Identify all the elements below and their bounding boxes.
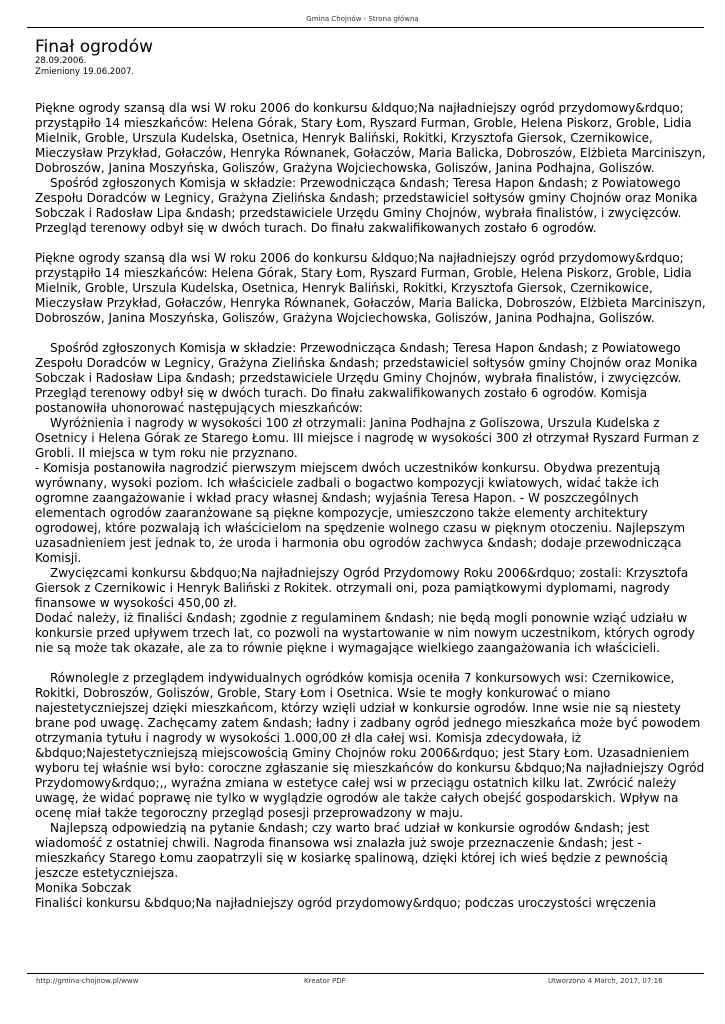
paragraph: Zwycięzcami konkursu &bdquo;Na najładniejszy Ogród Przydomowy Roku 2006&rdquo; zostali: Krzysztofa Giersok z Czernikowic i Henryk Baliński z Rokitek. otrzymali oni, poza pamiątkowymi dyplomami, nagrody finansowe w wysokości 450,00 zł. [35,566,689,610]
footer-url: http://gmina-chojnow.pl/www [36,977,139,985]
paragraph: Równolegle z przeglądem indywidualnych ogródków komisja oceniła 7 konkursowych wsi: Czernikowice, Rokitki, Dobroszów, Goliszów, Groble, Stary Łom i Osetnica. Wsie te mogły konkurować o miano najestetyczniejszej dzięki mieszkańcom, którzy wzięli udział w konkursie ogrodów. Inne wsie nie są niestety brane pod uwagę. Zachęcamy zatem &ndash; ładny i zadbany ogród jednego mieszkańca może być powodem otrzymania tytułu i nagrody w wysokości 1.000,00 zł dla całej wsi. Komisja zdecydowała, iż &bdquo;Najestetyczniejszą miejscowością Gminy Chojnów roku 2006&rdquo; jest Stary Łom. Uzasadnieniem wyboru tej właśnie wsi było: coroczne zgłaszanie się mieszkańców do konkursu &bdquo;Na najładniejszy Ogród Przydomowy&rdquo;,, wyraźna zmiana w estetyce całej wsi w przeciągu ostatnich kilku lat. Zwrócić należy uwagę, że widać poprawę nie tylko w wyglądzie ogrodów ale także całych obejść gospodarskich. Wpływ na ocenę miał także tegoroczny przegląd posesji przeprowadzony w maju. [35,671,705,820]
header-divider [27,27,704,28]
paragraph: - Komisja postanowiła nagrodzić pierwszym miejscem dwóch uczestników konkursu. Obydwa prezentują wyrównany, wysoki poziom. Ich właściciele zadbali o bogactwo kompozycji kwiatowych, widać także ich ogromne zaangażowanie i wkład pracy własnej &ndash; wyjaśnia Teresa Hapon. - W poszczególnych elementach ogrodów zaaranżowane są piękne kompozycje, umieszczono także elementy architektury ogrodowej, które pozwalają ich właścicielom na spędzenie wolnego czasu w pięknym otoczeniu. Najlepszym uzasadnieniem jest jednak to, że uroda i harmonia obu ogrodów zachwyca &ndash; dodaje przewodnicząca Komisji. [35,461,686,565]
paragraph: Piękne ogrody szansą dla wsi W roku 2006 do konkursu &ldquo;Na najładniejszy ogród przydomowy&rdquo; przystąpiło 14 mieszkańców: Helena Górak, Stary Łom, Ryszard Furman, Groble, Helena Piskorz, Groble, Lidia Mielnik, Groble, Urszula Kudelska, Osetnica, Henryk Baliński, Rokitki, Krzysztofa Giersok, Czernikowice, Mieczysław Przykład, Gołaczów, Henryka Równanek, Gołaczów, Maria Balicka, Dobroszów, Elżbieta Marciniszyn, Dobroszów, Janina Moszyńska, Goliszów, Grażyna Wojciechowska, Goliszów, Janina Podhajna, Goliszów. [35,101,706,175]
paragraph: Spośród zgłoszonych Komisja w składzie: Przewodnicząca &ndash; Teresa Hapon &ndash; z Powiatowego Zespołu Doradców w Legnicy, Grażyna Zielińska &ndash; przedstawiciel sołtysów gminy Chojnów oraz Monika Sobczak i Radosław Lipa &ndash; przedstawiciele Urzędu Gminy Chojnów, wybrała finalistów, i zwycięzców. Przegląd terenowy odbył się w dwóch turach. Do finału zakwalifikowanych zostało 6 ogrodów. Komisja postanowiła uhonorować następujących mieszkańców: [35,341,698,415]
article-date: 28.09.2006. [35,56,87,66]
article-body [35,101,711,911]
paragraph: Dodać należy, iż finaliści &ndash; zgodnie z regulaminem &ndash; nie będą mogli ponownie wziąć udziału w konkursie przed upływem trzech lat, co pozwoli na wystartowanie w nim nowym uczestnikom, których ogrody nie są może tak okazałe, ale za to równie piękne i wymagające wielkiego zaangażowania ich właścicieli. [35,611,695,655]
paragraph: Wyróżnienia i nagrody w wysokości 100 zł otrzymali: Janina Podhajna z Goliszowa, Urszula Kudelska z Osetnicy i Helena Górak ze Starego Łomu. III miejsce i nagrodę w wysokości 300 zł otrzymał Ryszard Furman z Grobli. II miejsca w tym roku nie przyznano. [35,416,699,460]
page-header: Gmina Chojnów - Strona główna [306,15,419,23]
article-modified: Zmieniony 19.06.2007. [35,67,135,77]
paragraph: Finaliści konkursu &bdquo;Na najładniejszy ogród przydomowy&rdquo; podczas uroczystości wręczenia [35,896,657,910]
paragraph: Najlepszą odpowiedzią na pytanie &ndash; czy warto brać udział w konkursie ogrodów &ndash; jest wiadomość z ostatniej chwili. Nagroda finansowa wsi znalazła już swoje przeznaczenie &ndash; jest - mieszkańcy Starego Łomu zaopatrzyli się w kosiarkę spalinową, dzięki której ich wieś będzie z pewnością jeszcze estetyczniejsza. [35,821,669,880]
footer-divider [27,973,704,974]
article-title: Finał ogrodów [35,37,153,57]
author-signature: Monika Sobczak [35,881,132,895]
footer-generator: Kreator PDF [304,977,346,985]
footer-created: Utworzono 4 March, 2017, 07:16 [548,977,663,985]
paragraph: Spośród zgłoszonych Komisja w składzie: Przewodnicząca &ndash; Teresa Hapon &ndash; z Powiatowego Zespołu Doradców w Legnicy, Grażyna Zielińska &ndash; przedstawiciel sołtysów gminy Chojnów oraz Monika Sobczak i Radosław Lipa &ndash; przedstawiciele Urzędu Gminy Chojnów, wybrała finalistów, i zwycięzców. Przegląd terenowy odbył się w dwóch turach. Do finału zakwalifikowanych zostało 6 ogrodów. [35,176,698,235]
paragraph: Piękne ogrody szansą dla wsi W roku 2006 do konkursu &ldquo;Na najładniejszy ogród przydomowy&rdquo; przystąpiło 14 mieszkańców: Helena Górak, Stary Łom, Ryszard Furman, Groble, Helena Piskorz, Groble, Lidia Mielnik, Groble, Urszula Kudelska, Osetnica, Henryk Baliński, Rokitki, Krzysztofa Giersok, Czernikowice, Mieczysław Przykład, Gołaczów, Henryka Równanek, Gołaczów, Maria Balicka, Dobroszów, Elżbieta Marciniszyn, Dobroszów, Janina Moszyńska, Goliszów, Grażyna Wojciechowska, Goliszów, Janina Podhajna, Goliszów. [35,251,706,325]
